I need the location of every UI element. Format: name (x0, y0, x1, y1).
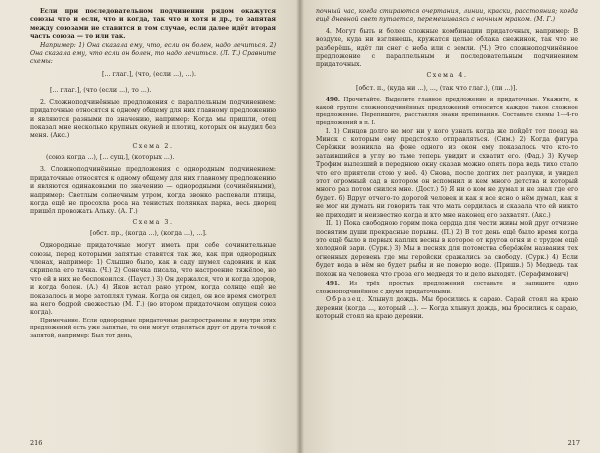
exercise-491 (316, 281, 578, 296)
scheme-4-text: [обст. п., (куда ни ...), ..., (так что глаг.), (ли ...)]. (356, 85, 518, 93)
paragraph-3: 3. Сложноподчинённые предложения с однородным подчинением: придаточные относятся к одному общему для них главному предложению и являются одинаковыми по значению — однородными (сочинёнными), например: Светлым солнечным утром, когда звонко распевали птицы, когда ещё не просохла роса на тенистых полянках парка, весь дворец пришёл провожать Альку. (А. Г.) (30, 166, 276, 216)
scheme-1b-text: [... глаг.], (что (если ...), то ...). (50, 86, 152, 94)
scheme-1b (30, 83, 276, 99)
scheme-3 (30, 228, 276, 242)
exercise-490 (316, 97, 578, 127)
intro-rule: Если при последовательном подчинении рядом окажутся союзы что и если, что и когда, так что и хотя и др., то запятая между союзами не ставится в том случае, если далее идёт вторая часть союза — то или так. (30, 8, 276, 41)
left-page-column (30, 8, 276, 341)
section-i: I. 1) Синцов долго не мог ни у кого узнать когда же пойдёт тот поезд на Минск с которым ему предстояло отправляться. (Сим.) 2) Когда фигура Серёжки возникла на фоне одного из окон ему показалось что кто-то затаившийся в углу во тьме теперь увидит и схватит его. (Фад.) 3) Кучер Трофим вылезший в переднюю окну сказав можно опять пора ведь тихо стало что его приятели стою у неё. 4) Снова, после долгих лет разлуки, и увидел этот огромный сад в котором он вспомнил и кем много детства и который много раз потом снился мне. (Дост.) 5) Я ни о ком не думал и не знал где его будет. 6) Вдруг отчего-то дорогой человек и как я все ясно о нём думал, как я не мог ни думать ни говорить так что мать сердилась и сказала что ей никто не приходит и неизвестно когда и кто мне наконец его захватят. (Акс.) (316, 127, 578, 219)
exercise-491-label: 491. (326, 280, 340, 287)
right-page-column (316, 8, 578, 321)
exercise-490-text: Прочитайте. Выделите главное предложение и придаточные. Укажите, к какой группе сложноподчинённых предложений относится каждое такое сложное предложение. Перепишите, расставляя знаки препинания. Составьте схемы 1—4-го предложений в п. I. (316, 97, 578, 127)
sample-text: Хлынул дождь. Мы бросились к сараю. Сарай стоял на краю деревни (когда ..., который ...). — Когда хлынул дождь, мы бросились к сараю, который стоял на краю деревни. (316, 296, 578, 320)
scheme-3-title: Схема 3. (132, 218, 174, 226)
continuation: почный час, когда стираются очертания, линии, краски, расстояния; когда ещё дневной свет путается, перемешиваясь с ночным мраком. (М. Г.) (316, 8, 578, 24)
page-number-left: 216 (30, 439, 43, 447)
scheme-2 (30, 152, 276, 166)
exercise-490-label: 490. (326, 97, 340, 104)
exercise-491-text: Из трёх простых предложений составьте и запишите одно сложноподчинённое с двумя придаточными. (316, 280, 578, 295)
paragraph-2: 2. Сложноподчинённые предложения с параллельным подчинением: придаточные относятся к одному общему для них главному предложению и являются разными по значению, например: Когда мы пришли, отец показал мне несколько крупных окуней и плотиц, которых он выудил без меня. (Акс.) (30, 98, 276, 140)
scheme-1a (30, 67, 276, 83)
paragraph-4-right: 4. Могут быть и более сложные комбинации придаточных, например: В воздухе, куда ни взглянешь, кружатся целые облака снежинок, так что не разберёшь, идёт ли снег с неба или с земли. (Ч.) Это сложноподчинённое предложение с параллельным и последовательным подчинением придаточных. (316, 27, 578, 69)
section-ii: II. 1) Пока свободною горим пока сердца для чести живы мой друг отчизне посвятим души прекрасные порывы. (П.) 2) В тот день ещё было время когда это ещё было в первых каплях весны в которое от кругов огня и с трудом ещё холодной зари. (Сурк.) 3) Мы в песнях для потомства сберёжём названия тех огненных деревень где мы геройски сражались за свободу. (Сурк.) 4) Если будет вода в нём не будет рыбы и не поверю воде. (Пришв.) 5) Медведь так похож на человека что гроза его медведя то и дело выходят. (Серафимович) (316, 220, 578, 278)
scheme-1a-text: [... глаг.], (что, (если ...), ...). (102, 70, 197, 78)
sample-label: Образец. (326, 296, 366, 304)
note: Примечание. Если однородные придаточные распространены и внутри этих предложений есть уже запятые, то они могут отделяться друг от друга точкой с запятой, например: Был тот день, (30, 317, 276, 339)
page-number-right: 217 (567, 439, 580, 447)
right-page (300, 0, 600, 453)
scheme-4-title: Схема 4. (426, 71, 468, 79)
sample (316, 296, 578, 321)
scheme-2-title: Схема 2. (132, 142, 174, 150)
example-1: Например: 1) Она сказала ему, что, если он болен, надо лечиться. 2) Она сказала ему, что если он болен, то надо лечиться. (Л. Т.) Сравните схемы: (30, 41, 276, 66)
paragraph-4: Однородные придаточные могут иметь при себе сочинительные союзы, перед которыми запятые ставятся так же, как при однородных членах, например: 1) Слышно было, как в саду шумел садовник и как скрипела его тачка. (Ч.) 2) Сонечка писала, что настроение тяжёлое, но что ей в них не беспокоился. (Пауст.) 3) Он держался, что и когда здоров, и когда болен. (А.) 4) Яков встал рано утром, когда солнце ещё не показалось и море затоплял туман. Когда он сидел, он все время смотрел на него бодрой свежестью (М. Г.) (во втором придаточном опущен союз когда). (30, 242, 276, 317)
scheme-2-text: (союз когда ...), [... сущ.], (которых ...). (46, 154, 175, 162)
book-gutter (296, 0, 304, 453)
scheme-4 (316, 81, 578, 97)
scheme-3-text: [обст. пр., (когда ...), (когда ...), ...]. (90, 230, 207, 238)
